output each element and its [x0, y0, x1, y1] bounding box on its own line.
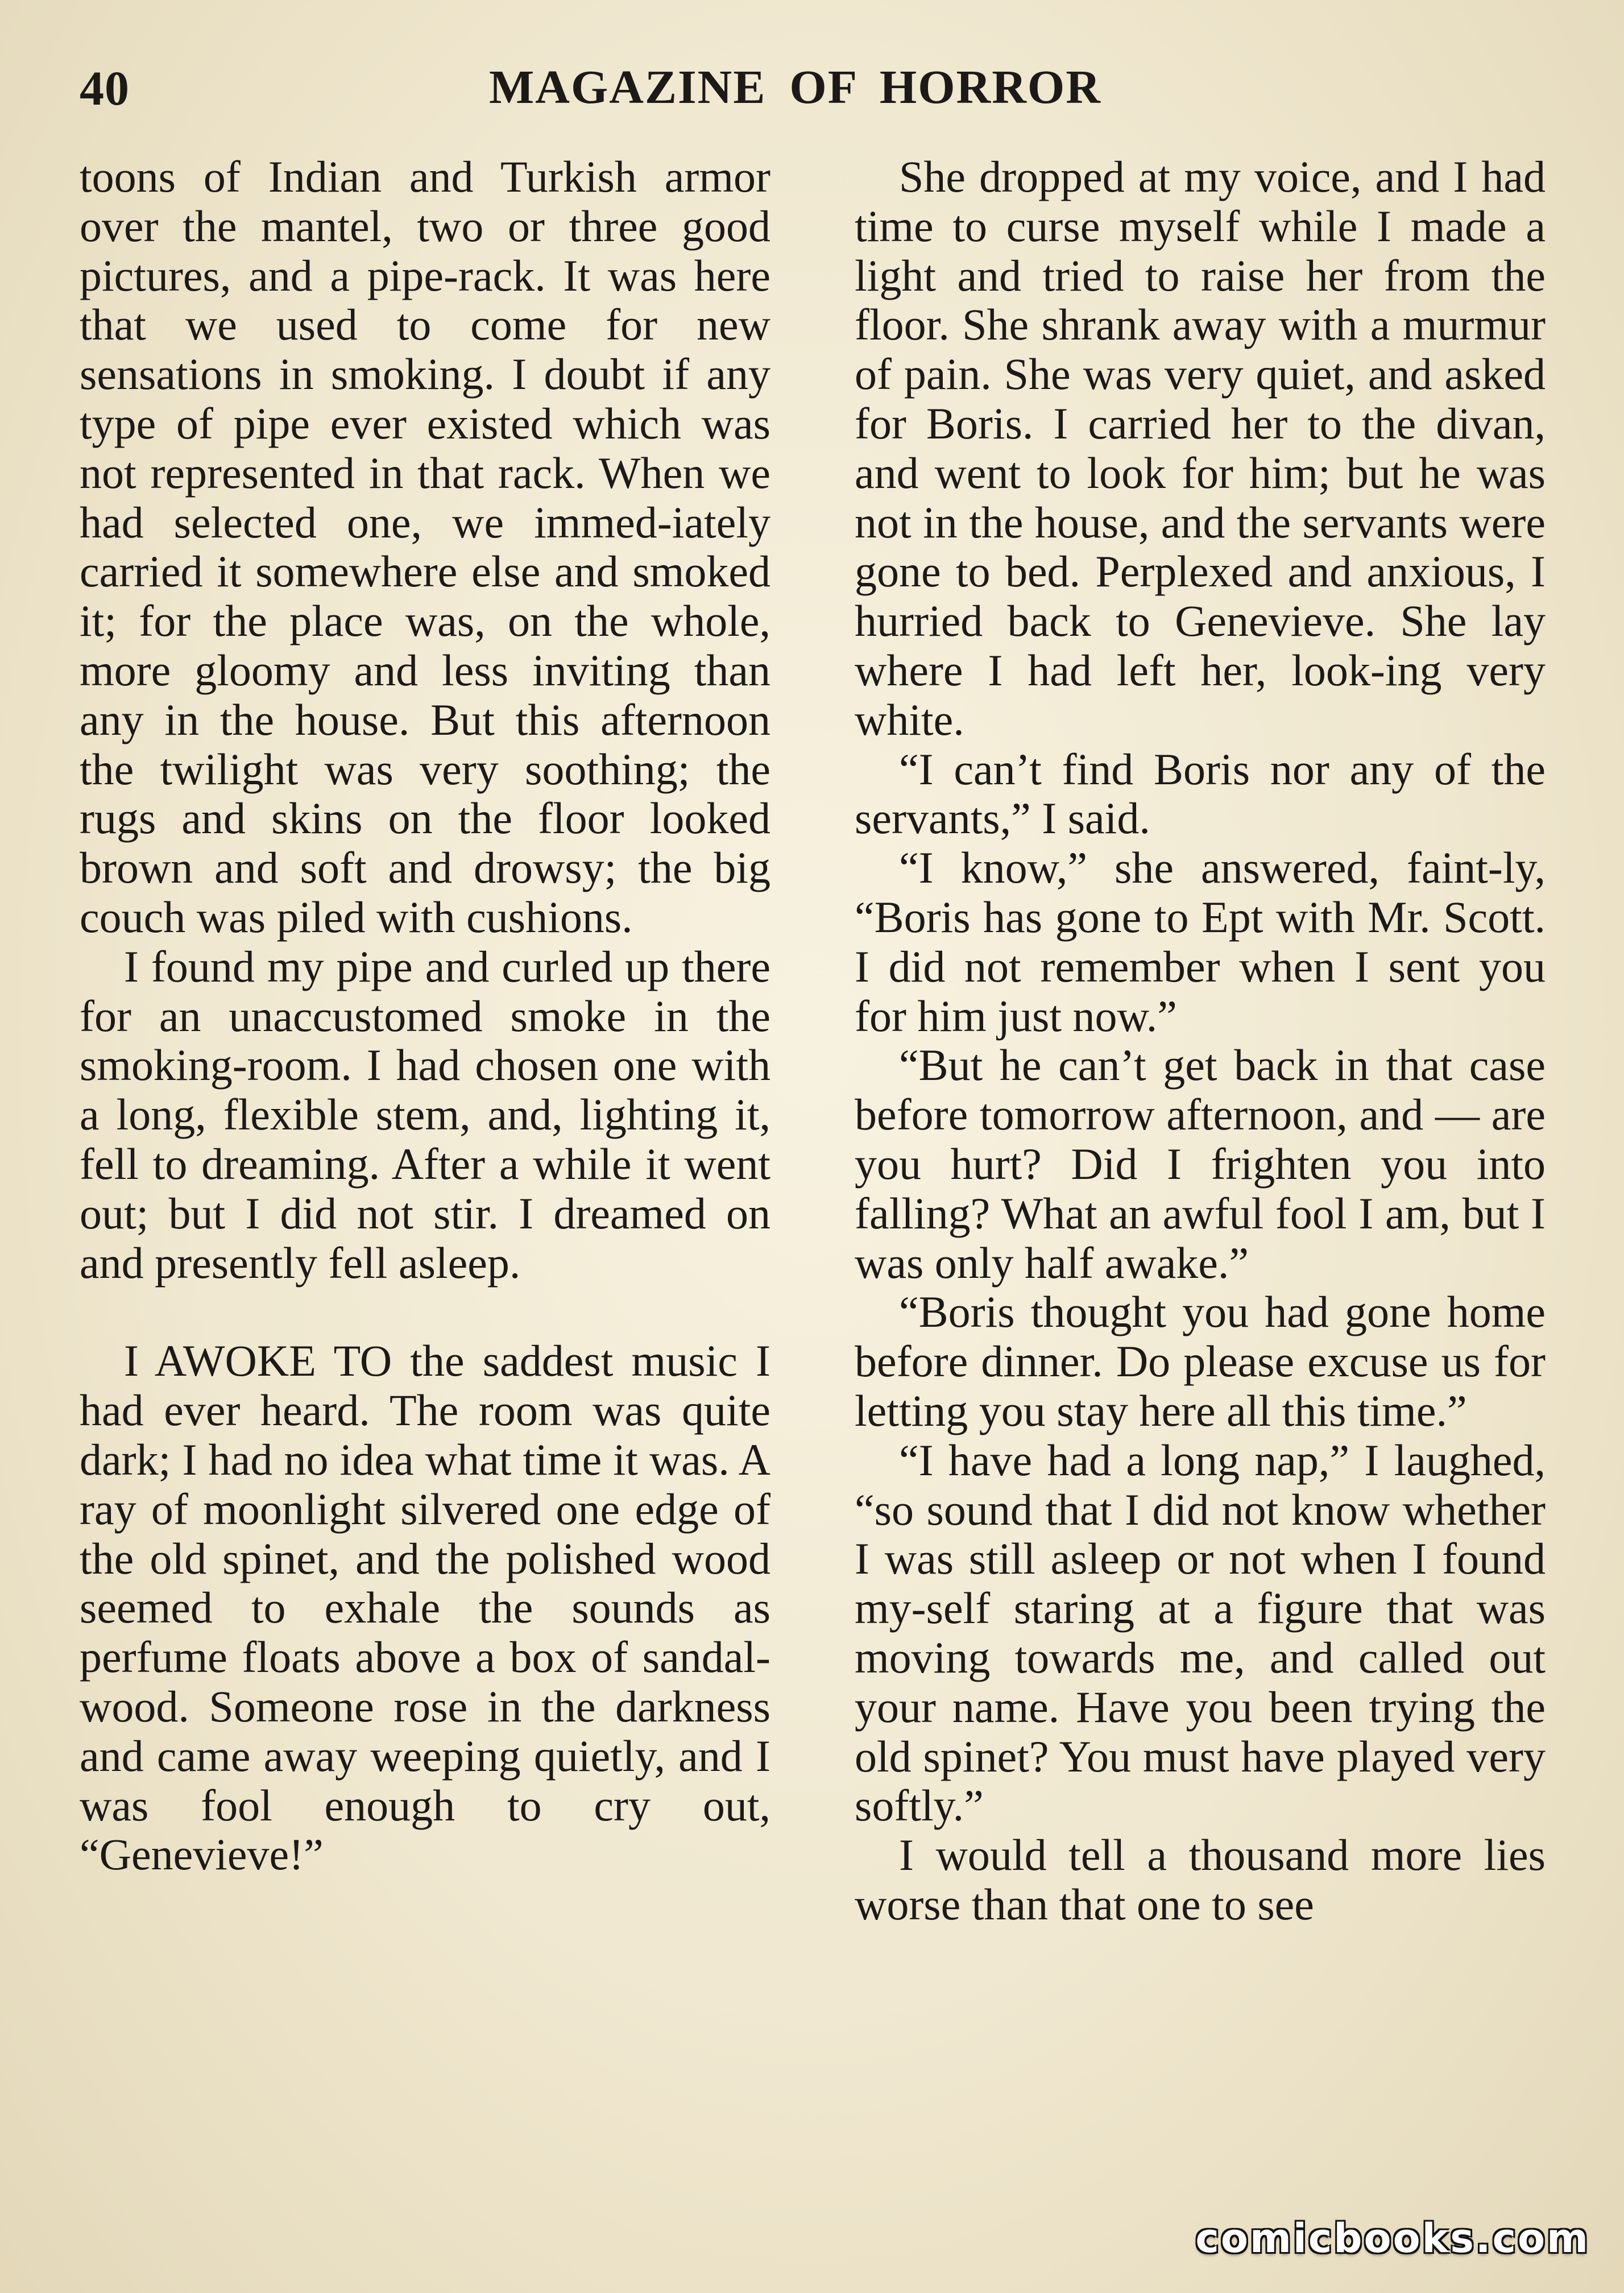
paragraph: “I have had a long nap,” I laughed, “so sound that I did not know whether I was still asleep or not when I found my-self staring at a figure that was moving towards me, and called out your name. Have you been trying the old spinet? You must have played very softly.” — [855, 1435, 1546, 1831]
section-break — [80, 1288, 770, 1336]
left-column — [80, 152, 770, 1880]
paragraph: She dropped at my voice, and I had time to curse myself while I made a light and tried to raise her from the floor. She shrank away with a murmur of pain. She was very quiet, and asked for Boris. I carried her to the divan, and went to look for him; but he was not in the house, and the servants were gone to bed. Perplexed and anxious, I hurried back to Genevieve. She lay where I had left her, look-ing very white. — [855, 152, 1546, 744]
paragraph: “I can’t find Boris nor any of the servants,” I said. — [855, 744, 1546, 843]
right-column — [855, 152, 1546, 1930]
paragraph: “I know,” she answered, faint-ly, “Boris has gone to Ept with Mr. Scott. I did not remember when I sent you for him just now.” — [855, 843, 1546, 1041]
watermark: comicbooks.com — [1195, 2215, 1590, 2262]
paragraph: “But he can’t get back in that case before tomorrow afternoon, and — are you hurt? Did I frighten you into falling? What an awful fool I am, but I was only half awake.” — [855, 1040, 1546, 1288]
page-number: 40 — [80, 61, 130, 115]
paragraph: I would tell a thousand more lies worse than that one to see — [855, 1830, 1546, 1929]
running-title: MAGAZINE OF HORROR — [489, 61, 1101, 114]
paragraph: I AWOKE TO the saddest music I had ever heard. The room was quite dark; I had no idea what time it was. A ray of moonlight silvered one edge of the old spinet, and the polished wood seemed to exhale the sounds as perfume floats above a box of sandal-wood. Someone rose in the darkness and came away weeping quietly, and I was fool enough to cry out, “Genevieve!” — [80, 1336, 770, 1880]
page-header — [80, 54, 1544, 128]
paragraph: “Boris thought you had gone home before dinner. Do please excuse us for letting you stay here all this time.” — [855, 1287, 1546, 1435]
paragraph: I found my pipe and curled up there for an unaccustomed smoke in the smoking-room. I had chosen one with a long, flexible stem, and, lighting it, fell to dreaming. After a while it went out; but I did not stir. I dreamed on and presently fell asleep. — [80, 941, 770, 1288]
paragraph: toons of Indian and Turkish armor over the mantel, two or three good pictures, and a pipe-rack. It was here that we used to come for new sensations in smoking. I doubt if any type of pipe ever existed which was not represented in that rack. When we had selected one, we immed-iately carried it somewhere else and smoked it; for the place was, on the whole, more gloomy and less inviting than any in the house. But this afternoon the twilight was very soothing; the rugs and skins on the floor looked brown and soft and drowsy; the big couch was piled with cushions. — [80, 152, 770, 942]
